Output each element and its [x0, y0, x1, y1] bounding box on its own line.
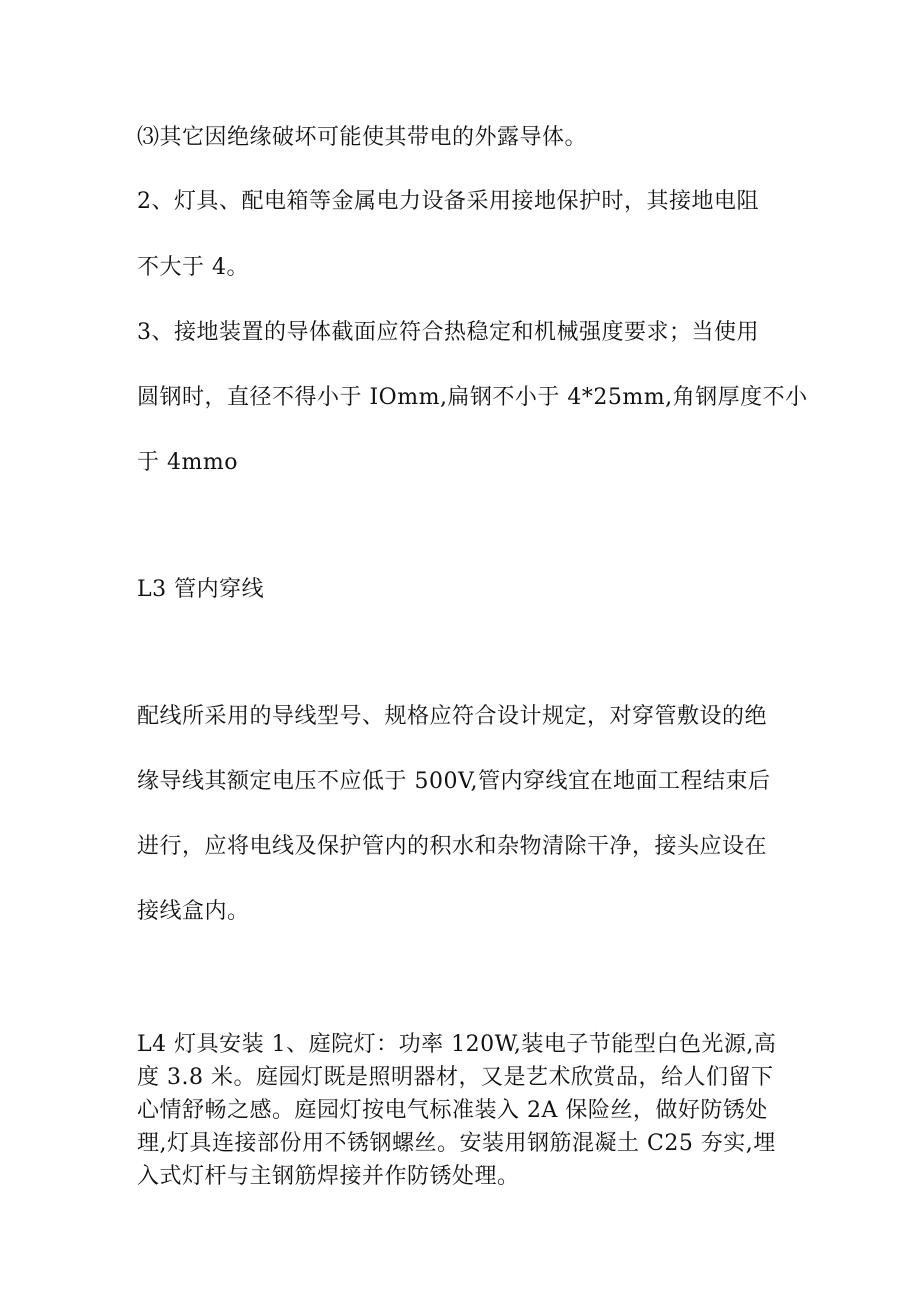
paragraph-line: 不大于 4。 [137, 255, 249, 280]
paragraph-line: 理,灯具连接部份用不锈钢螺丝。安装用钢筋混凝土 C25 夯实,埋 [137, 1131, 776, 1156]
paragraph-line: 2、灯具、配电箱等金属电力设备采用接地保护时，其接地电阻 [137, 189, 759, 214]
paragraph-line: 接线盒内。 [137, 899, 250, 924]
paragraph-line: 缘导线其额定电压不应低于 500V,管内穿线宜在地面工程结束后 [137, 769, 771, 794]
paragraph-line: ⑶其它因绝缘破坏可能使其带电的外露导体。 [137, 125, 588, 150]
paragraph-line: L4 灯具安装 1、庭院灯：功率 120W,装电子节能型白色光源,高 [137, 1032, 777, 1057]
paragraph-line: 心情舒畅之感。庭园灯按电气标准装入 2A 保险丝，做好防锈处 [137, 1098, 768, 1123]
paragraph-line: 配线所采用的导线型号、规格应符合设计规定，对穿管敷设的绝 [137, 704, 768, 729]
section-heading: L3 管内穿线 [137, 577, 265, 602]
paragraph-line: 度 3.8 米。庭园灯既是照明器材，又是艺术欣赏品，给人们留下 [137, 1065, 774, 1090]
paragraph-line: 圆钢时，直径不得小于 IOmm,扁钢不小于 4*25mm,角钢厚度不小 [137, 385, 808, 410]
paragraph-line: 进行，应将电线及保护管内的积水和杂物清除干净，接头应设在 [137, 834, 768, 859]
paragraph-line: 3、接地装置的导体截面应符合热稳定和机械强度要求；当使用 [137, 320, 759, 345]
paragraph-line: 入式灯杆与主钢筋焊接并作防锈处理。 [137, 1164, 520, 1189]
paragraph-line: 于 4mmo [137, 450, 238, 475]
